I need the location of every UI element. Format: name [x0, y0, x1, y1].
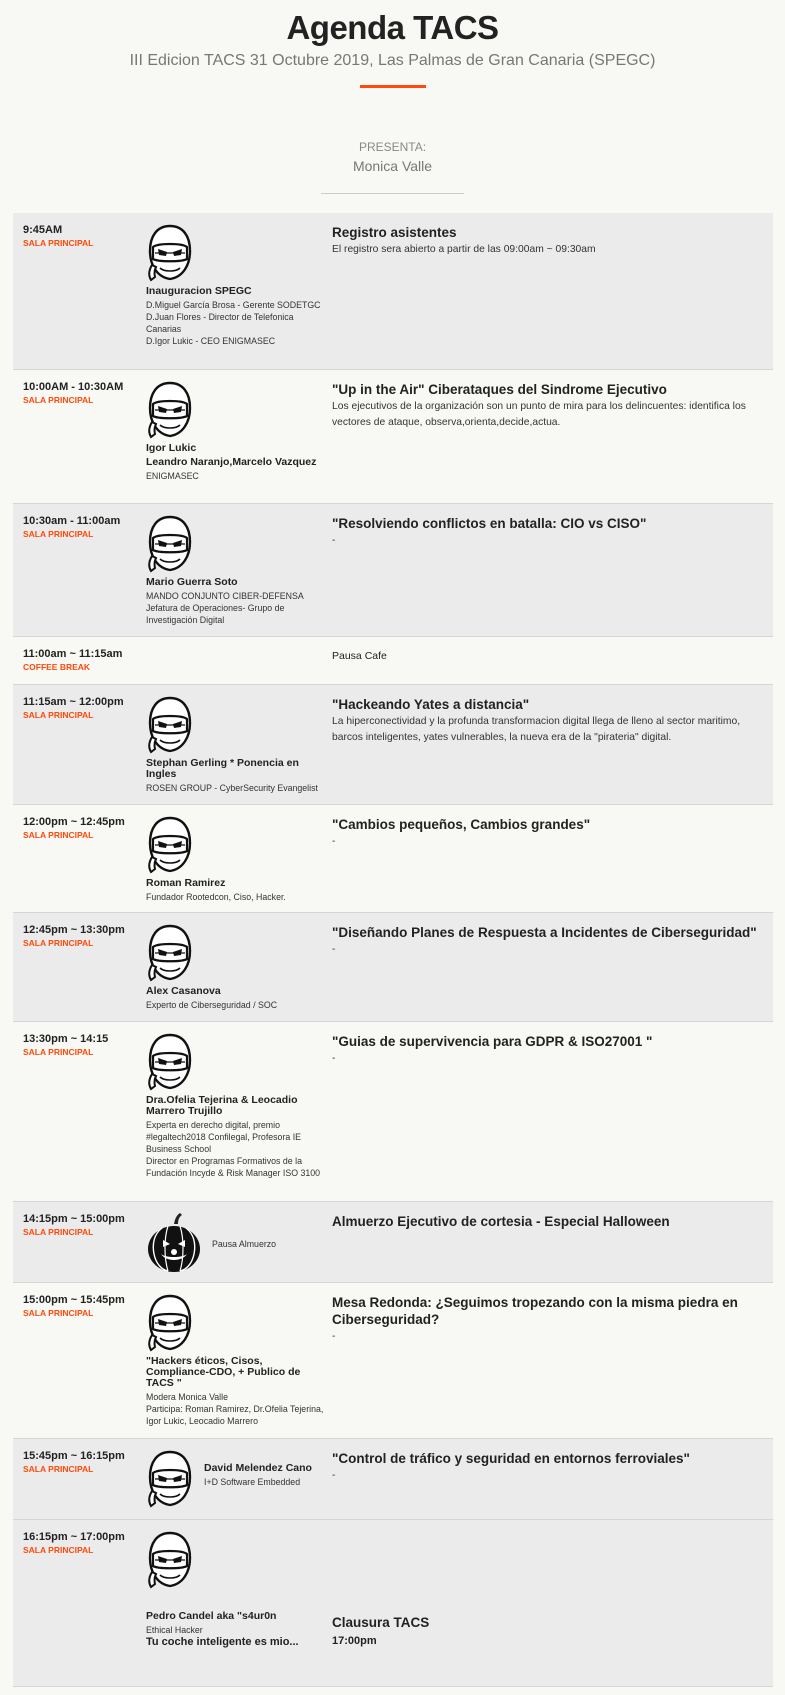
speaker-name: Alex Casanova [146, 985, 221, 997]
session-time: 13:30pm ~ 14:15 [23, 1033, 109, 1045]
speaker-name: Stephan Gerling * Ponencia en Ingles [146, 757, 299, 780]
ninja-icon [146, 514, 194, 574]
session-time: 15:00pm ~ 15:45pm [23, 1294, 125, 1306]
ninja-icon [146, 695, 194, 755]
ninja-icon [146, 380, 194, 440]
agenda-list [13, 213, 773, 1687]
speaker-name: Inauguracion SPEGC [146, 285, 252, 297]
agenda-row [13, 1520, 773, 1687]
talk-title: Mesa Redonda: ¿Seguimos tropezando con la misma piedra en Ciberseguridad? [332, 1295, 738, 1327]
talk-description: - [332, 944, 336, 955]
closing-time: 17:00pm [332, 1635, 377, 1647]
session-time: 14:15pm ~ 15:00pm [23, 1213, 125, 1225]
title-divider [360, 85, 426, 88]
ninja-icon [146, 1032, 194, 1092]
talk-description: La hiperconectividad y la profunda transformacion digital llega de lleno al sector maritimo, barcos inteligentes, yates vulnerables, la nueva era de la "pirateria" digital. [332, 716, 741, 743]
agenda-row [13, 504, 773, 637]
speaker-info: MANDO CONJUNTO CIBER-DEFENSA Jefatura de Operaciones- Grupo de Investigación Digital [146, 591, 304, 625]
talk-title: Almuerzo Ejecutivo de cortesia - Especial Halloween [332, 1214, 670, 1229]
ninja-icon [146, 1293, 194, 1353]
session-time: 12:45pm ~ 13:30pm [23, 924, 125, 936]
talk-title: "Hackeando Yates a distancia" [332, 697, 530, 712]
page-header [0, 0, 785, 88]
presenter-name: Monica Valle [352, 158, 433, 174]
speaker-info: Fundador Rootedcon, Ciso, Hacker. [146, 892, 286, 902]
talk-description: - [332, 836, 336, 847]
session-time: 16:15pm ~ 17:00pm [23, 1531, 125, 1543]
agenda-row [13, 1022, 773, 1202]
presenter-block [0, 140, 785, 194]
session-room: SALA PRINCIPAL [23, 1308, 94, 1318]
speaker-name: Pedro Candel aka "s4ur0n [146, 1610, 277, 1622]
session-time: 11:15am ~ 12:00pm [23, 696, 124, 708]
talk-title: "Resolviendo conflictos en batalla: CIO vs CISO" [332, 516, 647, 531]
agenda-row [13, 637, 773, 685]
speaker-name: David Melendez Cano [204, 1462, 312, 1474]
talk-title: "Guias de supervivencia para GDPR & ISO27001 " [332, 1034, 653, 1049]
agenda-row [13, 685, 773, 805]
talk-title: Clausura TACS [332, 1615, 430, 1630]
speaker-talk-title: Tu coche inteligente es mio... [146, 1636, 299, 1648]
speaker-name-secondary: Leandro Naranjo,Marcelo Vazquez [146, 456, 317, 468]
session-room: COFFEE BREAK [23, 662, 91, 672]
talk-description: - [332, 1053, 336, 1064]
speaker-info: Experta en derecho digital, premio #legaltech2018 Confilegal, Profesora IE Business School Director en Programas Formativos de la Fundación Incyde & Risk Manager ISO 3100 [146, 1120, 321, 1178]
session-room: SALA PRINCIPAL [23, 1545, 94, 1555]
talk-title: "Diseñando Planes de Respuesta a Incidentes de Ciberseguridad" [332, 925, 757, 940]
ninja-icon [146, 1449, 194, 1509]
talk-description: El registro sera abierto a partir de las 09:00am ~ 09:30am [332, 244, 596, 255]
speaker-info: I+D Software Embedded [204, 1477, 301, 1487]
session-time: 15:45pm ~ 16:15pm [23, 1450, 125, 1462]
break-label: Pausa Cafe [332, 650, 387, 662]
session-room: SALA PRINCIPAL [23, 1464, 94, 1474]
speaker-name: Igor Lukic [146, 442, 197, 454]
talk-description: - [332, 1470, 336, 1481]
session-room: SALA PRINCIPAL [23, 529, 94, 539]
agenda-row [13, 370, 773, 504]
session-time: 10:00AM - 10:30AM [23, 381, 124, 393]
session-room: SALA PRINCIPAL [23, 710, 94, 720]
ninja-icon [146, 223, 194, 283]
speaker-info: ROSEN GROUP - CyberSecurity Evangelist [146, 783, 318, 793]
speaker-info: D.Miguel García Brosa - Gerente SODETGC D.Juan Flores - Director de Telefonica Canarias D.Igor Lukic - CEO ENIGMASEC [146, 300, 321, 346]
talk-description: Los ejecutivos de la organización son un punto de mira para los delincuentes: identifica los vectores de ataque, observa,orienta,decide,actua. [332, 401, 746, 428]
session-time: 10:30am - 11:00am [23, 515, 121, 527]
agenda-row [13, 1439, 773, 1520]
speaker-name: Mario Guerra Soto [146, 576, 238, 588]
presenter-divider [321, 193, 464, 194]
speaker-info: Ethical Hacker [146, 1625, 203, 1635]
agenda-row [13, 213, 773, 370]
session-room: SALA PRINCIPAL [23, 830, 94, 840]
ninja-icon [146, 923, 194, 983]
speaker-name: Dra.Ofelia Tejerina & Leocadio Marrero Trujillo [146, 1094, 298, 1117]
ninja-icon [146, 1530, 194, 1590]
talk-title: Registro asistentes [332, 225, 457, 240]
session-room: SALA PRINCIPAL [23, 1227, 94, 1237]
presenter-label: PRESENTA: [358, 140, 427, 154]
speaker-name: "Hackers éticos, Cisos, Compliance-CDO, + Publico de TACS " [146, 1355, 301, 1389]
speaker-info: Pausa Almuerzo [212, 1239, 277, 1249]
talk-title: "Cambios pequeños, Cambios grandes" [332, 817, 591, 832]
session-time: 9:45AM [23, 224, 63, 236]
session-room: SALA PRINCIPAL [23, 1047, 94, 1057]
page-title: Agenda TACS [286, 9, 499, 46]
speaker-info: ENIGMASEC [146, 471, 199, 481]
pumpkin-icon [146, 1212, 202, 1274]
speaker-name: Roman Ramirez [146, 877, 226, 889]
agenda-row [13, 805, 773, 913]
session-time: 11:00am ~ 11:15am [23, 648, 123, 660]
agenda-row [13, 1283, 773, 1439]
session-room: SALA PRINCIPAL [23, 238, 94, 248]
session-time: 12:00pm ~ 12:45pm [23, 816, 125, 828]
talk-title: "Up in the Air" Ciberataques del Sindrome Ejecutivo [332, 382, 667, 397]
talk-description: - [332, 1331, 336, 1342]
page-subtitle: III Edicion TACS 31 Octubre 2019, Las Palmas de Gran Canaria (SPEGC) [129, 52, 656, 69]
agenda-row [13, 913, 773, 1022]
session-room: SALA PRINCIPAL [23, 395, 94, 405]
agenda-row [13, 1202, 773, 1283]
talk-description: - [332, 535, 336, 546]
talk-title: "Control de tráfico y seguridad en entornos ferroviales" [332, 1451, 690, 1466]
speaker-info: Modera Monica Valle Participa: Roman Ramirez, Dr.Ofelia Tejerina, Igor Lukic, Leocadio Marrero [146, 1392, 324, 1426]
session-room: SALA PRINCIPAL [23, 938, 94, 948]
ninja-icon [146, 815, 194, 875]
speaker-info: Experto de Ciberseguridad / SOC [146, 1000, 278, 1010]
